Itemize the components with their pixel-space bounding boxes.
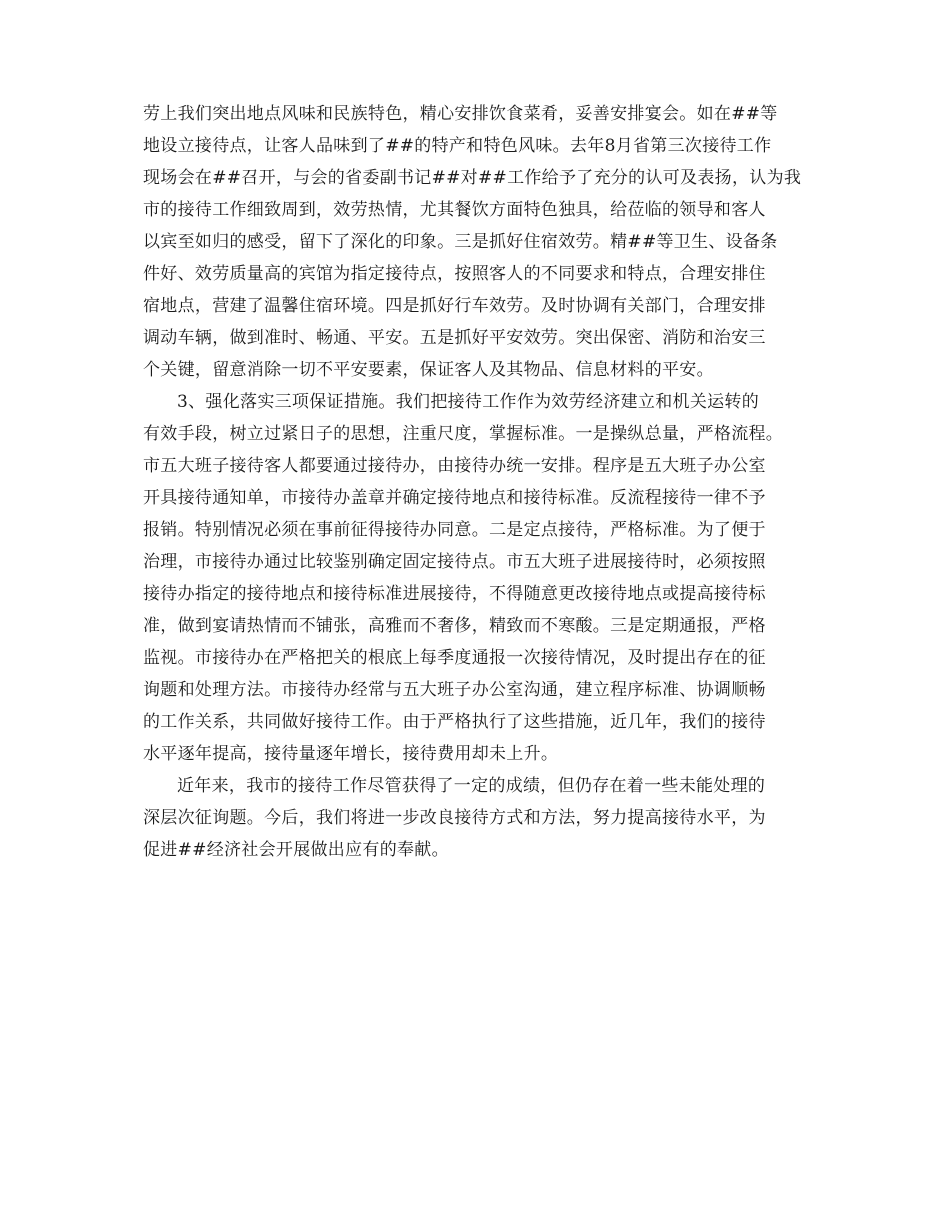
text-line: 深层次征询题。今后，我们将进一步改良接待方式和方法，努力提高接待水平，为 bbox=[143, 808, 766, 828]
text-line: 3、强化落实三项保证措施。我们把接待工作作为效劳经济建立和机关运转的 bbox=[177, 392, 760, 412]
text-line: 现场会在##召开，与会的省委副书记##对##工作给予了充分的认可及表扬，认为我 bbox=[143, 168, 802, 188]
text-line: 水平逐年提高，接待量逐年增长，接待费用却未上升。 bbox=[143, 744, 559, 764]
text-line: 件好、效劳质量高的宾馆为指定接待点，按照客人的不同要求和特点，合理安排住 bbox=[143, 264, 766, 284]
text-line: 劳上我们突出地点风味和民族特色，精心安排饮食菜肴，妥善安排宴会。如在##等 bbox=[143, 104, 778, 124]
text-line: 近年来，我市的接待工作尽管获得了一定的成绩，但仍存在着一些未能处理的 bbox=[177, 776, 766, 796]
text-line: 报销。特别情况必须在事前征得接待办同意。二是定点接待，严格标准。为了便于 bbox=[143, 520, 766, 540]
text-line: 有效手段，树立过紧日子的思想，注重尺度，掌握标准。一是操纵总量，严格流程。 bbox=[143, 424, 784, 444]
text-line: 市五大班子接待客人都要通过接待办，由接待办统一安排。程序是五大班子办公室 bbox=[143, 456, 766, 476]
paragraph-guarantee-measures bbox=[143, 386, 815, 770]
text-line: 促进##经济社会开展做出应有的奉献。 bbox=[143, 840, 449, 860]
text-line: 接待办指定的接待地点和接待标准进展接待，不得随意更改接待地点或提高接待标 bbox=[143, 584, 766, 604]
text-line: 治理，市接待办通过比较鉴别确定固定接待点。市五大班子进展接待时，必须按照 bbox=[143, 552, 766, 572]
text-line: 宿地点，营建了温馨住宿环境。四是抓好行车效劳。及时协调有关部门，合理安排 bbox=[143, 296, 766, 316]
document-body bbox=[143, 98, 815, 866]
text-line: 市的接待工作细致周到，效劳热情，尤其餐饮方面特色独具，给莅临的领导和客人 bbox=[143, 200, 766, 220]
text-line: 准，做到宴请热情而不铺张，高雅而不奢侈，精致而不寒酸。三是定期通报，严格 bbox=[143, 616, 766, 636]
text-line: 调动车辆，做到准时、畅通、平安。五是抓好平安效劳。突出保密、消防和治安三 bbox=[143, 328, 766, 348]
text-line: 以宾至如归的感受，留下了深化的印象。三是抓好住宿效劳。精##等卫生、设备条 bbox=[143, 232, 778, 252]
text-line: 地设立接待点，让客人品味到了##的特产和特色风味。去年8月省第三次接待工作 bbox=[143, 136, 772, 156]
text-line: 个关键，留意消除一切不平安要素，保证客人及其物品、信息材料的平安。 bbox=[143, 360, 714, 380]
text-line: 监视。市接待办在严格把关的根底上每季度通报一次接待情况，及时提出存在的征 bbox=[143, 648, 766, 668]
paragraph-service-details bbox=[143, 98, 815, 386]
paragraph-conclusion bbox=[143, 770, 815, 866]
text-line: 开具接待通知单，市接待办盖章并确定接待地点和接待标准。反流程接待一律不予 bbox=[143, 488, 766, 508]
text-line: 询题和处理方法。市接待办经常与五大班子办公室沟通，建立程序标准、协调顺畅 bbox=[143, 680, 766, 700]
text-line: 的工作关系，共同做好接待工作。由于严格执行了这些措施，近几年，我们的接待 bbox=[143, 712, 766, 732]
